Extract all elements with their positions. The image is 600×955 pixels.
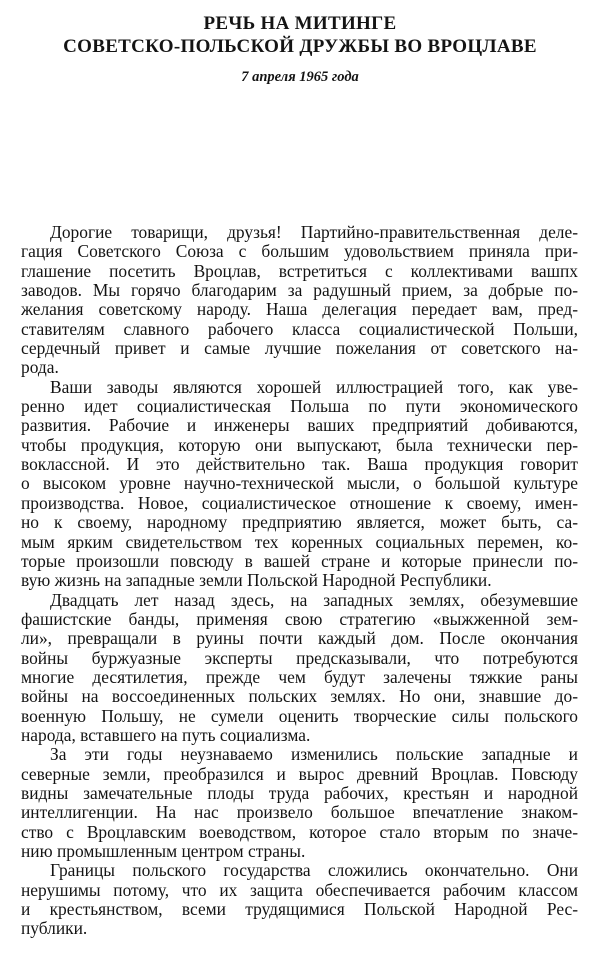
paragraph-1 — [21, 223, 578, 378]
text-line: глашение посетить Вроцлав, встретиться с коллективами вашпх — [21, 261, 578, 281]
text-line: желания советскому народу. Наша делегация передает вам, пред- — [21, 300, 578, 320]
text-line: но к своему, народному предприятию является, может быть, са- — [21, 513, 578, 533]
text-line: заводов. Мы горячо благодарим за радушный прием, за добрые по- — [21, 281, 578, 301]
text-line: Ваши заводы являются хорошей иллюстрацией того, как уве- — [50, 377, 578, 397]
text-line: северные земли, преобразился и вырос древний Вроцлав. Повсюду — [21, 764, 578, 784]
text-line: интеллигенции. На нас произвело большое впечатление знаком- — [21, 803, 578, 823]
text-line: развития. Рабочие и инженеры ваших предприятий добиваются, — [21, 416, 578, 436]
text-line: воклассной. И это действительно так. Ваша продукция говорит — [21, 455, 578, 475]
text-line: За эти годы неузнаваемо изменились польские западные и — [50, 745, 578, 765]
text-line: нерушимы потому, что их защита обеспечивается рабочим классом — [21, 880, 578, 900]
text-line: Границы польского государства сложились окончательно. Они — [50, 861, 578, 881]
text-line: торые произошли повсюду в вашей стране и которые принесли по- — [21, 551, 578, 571]
text-line: ренно идет социалистическая Польша по пути экономического — [21, 397, 578, 417]
text-line: видны замечательные плоды труда рабочих, крестьян и народной — [21, 783, 578, 803]
paragraph-3 — [21, 591, 578, 746]
text-line: рода. — [21, 358, 59, 378]
title-line-2: СОВЕТСКО-ПОЛЬСКОЙ ДРУЖБЫ ВО ВРОЦЛАВЕ — [63, 36, 537, 57]
text-line: войны на воссоединенных польских землях. Но они, знавшие до- — [21, 687, 578, 707]
paragraph-5 — [21, 861, 578, 938]
text-line: мым ярким свидетельством тех коренных социальных перемен, ко- — [21, 532, 578, 552]
speech-body — [21, 223, 578, 939]
paragraph-2 — [21, 378, 578, 591]
text-line: ство с Вроцлавским воеводством, которое стало вторым по значе- — [21, 822, 578, 842]
text-line: чтобы продукция, которую они выпускают, была технически пер- — [21, 435, 578, 455]
text-line: фашистские банды, применяя свою стратегию «выжженной зем- — [21, 609, 578, 629]
text-line: сердечный привет и самые лучшие пожелания от советского на- — [21, 339, 578, 359]
text-line: о высоком уровне научно-технической мысли, о большой культуре — [21, 474, 578, 494]
text-line: военную Польшу, не сумели оценить творческие силы польского — [21, 706, 578, 726]
text-line: ставителям славного рабочего класса социалистической Польши, — [21, 319, 578, 339]
text-line: многие десятилетия, прежде чем будут залечены тяжкие раны — [21, 667, 578, 687]
text-line: и крестьянством, всеми трудящимися Польской Народной Рес- — [21, 900, 578, 920]
title-line-1: РЕЧЬ НА МИТИНГЕ — [203, 13, 397, 34]
text-line: ли», превращали в руины почти каждый дом. После окончания — [21, 629, 578, 649]
paragraph-4 — [21, 745, 578, 861]
text-line: производства. Новое, социалистическое отношение к своему, имен- — [21, 493, 578, 513]
text-line: Двадцать лет назад здесь, на западных землях, обезумевшие — [50, 590, 578, 610]
text-line: войны буржуазные эксперты предсказывали, что потребуются — [21, 648, 578, 668]
text-line: Дорогие товарищи, друзья! Партийно-правительственная деле- — [50, 223, 578, 242]
text-line: вую жизнь на западные земли Польской Народной Республики. — [21, 571, 492, 591]
text-line: гация Советского Союза с большим удовольствием приняла при- — [21, 242, 578, 262]
text-line: публики. — [21, 919, 88, 939]
text-line: народа, вставшего на путь социализма. — [21, 725, 311, 745]
speech-date: 7 апреля 1965 года — [241, 69, 359, 85]
text-line: нию промышленным центром страны. — [21, 842, 306, 861]
